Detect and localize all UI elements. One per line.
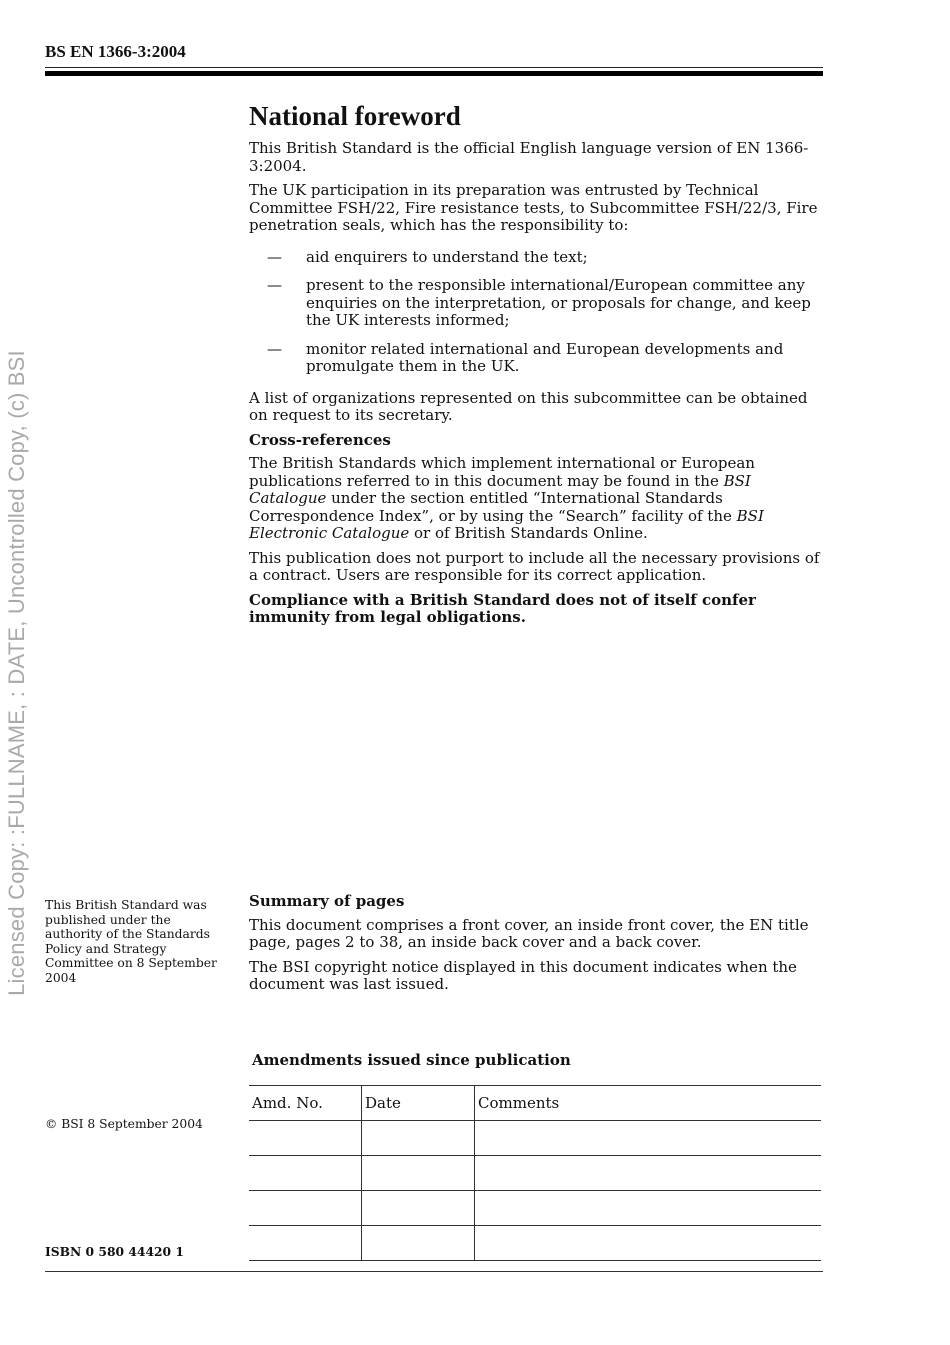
- summary-of-pages: [249, 893, 824, 1001]
- amendments-table: [249, 1085, 821, 1261]
- foreword-paragraph-2: The UK participation in its preparation was entrusted by Technical Committee FSH/22, Fire resistance tests, to Subcommittee FSH/22/3, Fire penetration seals, which has the responsibility to:: [249, 181, 818, 234]
- bsi-catalogue-title: BSI Catalogue: [249, 471, 751, 507]
- dash-bullet: —: [267, 276, 282, 294]
- table-header-row: [249, 1086, 821, 1121]
- summary-heading: Summary of pages: [249, 892, 405, 910]
- column-header-date: Date: [362, 1086, 475, 1121]
- copyright-notice: © BSI 8 September 2004: [45, 1117, 203, 1131]
- footer-rule: [45, 1271, 823, 1272]
- column-header-comments: Comments: [475, 1086, 822, 1121]
- isbn: ISBN 0 580 44420 1: [45, 1244, 184, 1259]
- header-rule-thick: [45, 71, 823, 76]
- publication-authority-note: This British Standard was published under the authority of the Standards Policy and Strategy Committee on 8 September 2004: [45, 898, 217, 985]
- list-item: — aid enquirers to understand the text;: [267, 247, 588, 266]
- national-foreword: [249, 101, 824, 634]
- responsibilities-list: [249, 249, 824, 376]
- foreword-paragraph-3: A list of organizations represented on this subcommittee can be obtained on request to its secretary.: [249, 388, 808, 424]
- header-rule-thin: [45, 67, 823, 68]
- dash-bullet: —: [267, 247, 282, 266]
- table-row: [249, 1191, 821, 1226]
- table-row: [249, 1121, 821, 1156]
- list-item: — monitor related international and European developments and promulgate them in the UK.: [267, 339, 784, 375]
- cross-references-heading: Cross-references: [249, 430, 391, 449]
- foreword-paragraph-1: This British Standard is the official English language version of EN 1366-3:2004.: [249, 139, 809, 175]
- page-title: National foreword: [249, 101, 461, 131]
- foreword-paragraph-4: This publication does not purport to include all the necessary provisions of a contract. Users are responsible for its correct application.: [249, 548, 820, 584]
- compliance-statement: Compliance with a British Standard does not of itself confer immunity from legal obligations.: [249, 590, 756, 626]
- table-row: [249, 1226, 821, 1261]
- column-header-amd-no: Amd. No.: [249, 1086, 362, 1121]
- license-watermark: Licensed Copy: :FULLNAME, : DATE, Uncontrolled Copy, (c) BSI: [4, 350, 29, 996]
- summary-paragraph-1: This document comprises a front cover, an inside front cover, the EN title page, pages 2 to 38, an inside back cover and a back cover.: [249, 915, 809, 951]
- standard-id: BS EN 1366-3:2004: [45, 42, 186, 61]
- table-row: [249, 1156, 821, 1191]
- bsi-electronic-catalogue-title: BSI Electronic Catalogue: [249, 506, 764, 542]
- dash-bullet: —: [267, 339, 282, 358]
- list-item: — present to the responsible international/European committee any enquiries on the interpretation, or proposals for change, and keep the UK interests informed;: [267, 276, 811, 329]
- summary-paragraph-2: The BSI copyright notice displayed in this document indicates when the document was last issued.: [249, 957, 797, 993]
- amendments-title: Amendments issued since publication: [252, 1051, 571, 1069]
- cross-references-paragraph: The British Standards which implement international or European publications referred to in this document may be found in the BSI Catalogue under the section entitled “International Standards Correspondence Index”, or by using the “Search” facility of the BSI Electronic Catalogue or of British Standards Online.: [249, 454, 764, 542]
